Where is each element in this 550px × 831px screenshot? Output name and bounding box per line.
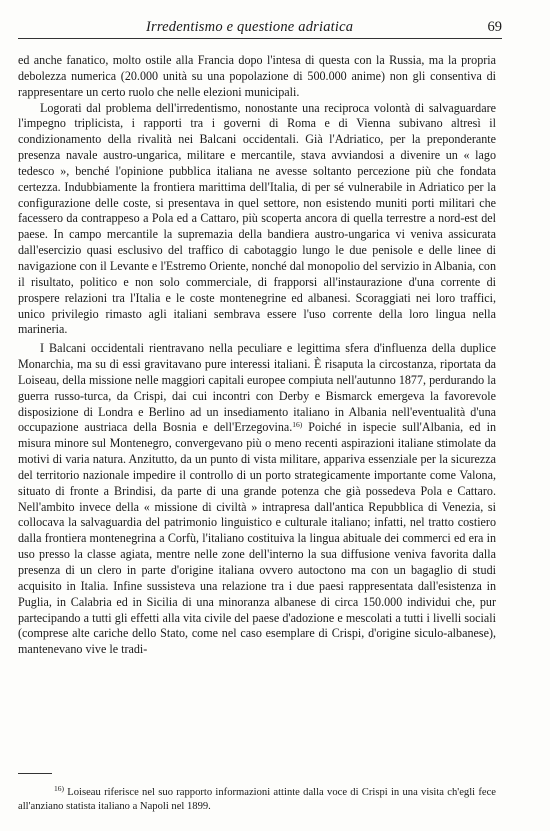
footnote (18, 786, 496, 813)
footnote-divider (18, 773, 52, 774)
paragraph-balcani (18, 341, 496, 658)
paragraph-continuation: ed anche fanatico, molto ostile alla Francia dopo l'intesa di questa con la Russia, ma la propria debolezza numerica (20.000 unità su una popolazione di 500.000 anime) non gli consentiva di rappresentare un certo ruolo che nelle elezioni municipali. (18, 53, 496, 99)
footnote-marker: 16) (54, 784, 64, 793)
footnote-reference: 16) (292, 420, 303, 430)
paragraph-irredentismo: Logorati dal problema dell'irredentismo, nonostante una reciproca volontà di salvaguardare l'impegno triplicista, i rapporti tra i governi di Roma e di Vienna subivano altresì il condizionamento della rivalità nei Balcani occidentali. Già l'Adriatico, per la preponderante presenza navale austro-ungarica, militare e mercantile, stava avviandosi a divenire un « lago tedesco », benché l'opinione pubblica italiana ne avesse soltanto percezione più che fondata certezza. Indubbiamente la frontiera marittima dell'Italia, di per sé vulnerabile in Adriatico per la configurazione delle coste, si presentava in quel settore, non esistendo muniti porti militari che facessero da contrappeso a Pola ed a Cattaro, più scoperta ancora di quella terrestre a nord-est del paese. In campo mercantile la supremazia della bandiera austro-ungarica vi veniva assicurata dall'esercizio quasi esclusivo del traffico di cabotaggio lungo le due penisole e delle linee di navigazione con il Levante e l'Estremo Oriente, nonché dal monopolio del servizio in Albania, con il risultato, politico e non solo commerciale, di frapporsi all'instaurazione d'una corrente di prospere relazioni tra l'Italia e le coste montenegrine ed albanesi. Scoraggiati nei loro traffici, unico privilegio rimasto agli italiani sembrava essere l'uso corrente della loro lingua nella marineria. (18, 100, 496, 337)
body-text (18, 53, 496, 658)
paragraph-balcani-text-a: I Balcani occidentali rientravano nella peculiare e legittima sfera d'influenza della duplice Monarchia, ma su di essi gravitavano pure interessi italiani. È risaputa la circostanza, riportata da Loiseau, della missione nelle maggiori capitali europee compiuta nell'autunno 1877, perdurando la guerra russo-turca, da Crispi, dai cui incontri con Derby e Bismarck emergeva la favorevole disposizione di Londra e Berlino ad un insediamento italiano in Albania nell'eventualità d'una occupazione austriaca della Bosnia e dell'Erzegovina. (18, 341, 496, 435)
footnote-text: Loiseau riferisce nel suo rapporto informazioni attinte dalla voce di Crispi in una visita ch'egli fece all'anziano statista italiano a Napoli nel 1899. (18, 787, 496, 812)
running-header (18, 18, 502, 39)
running-title: Irredentismo e questione adriatica (146, 19, 354, 35)
page-number: 69 (487, 19, 502, 35)
paragraph-balcani-text-b: Poiché in ispecie sull'Albania, ed in misura minore sul Montenegro, convergevano più o meno recenti aspirazioni italiane stimolate da motivi di varia natura. Anzitutto, da un punto di vista militare, appariva essenziale per la sicurezza del territorio nazionale impedire il controllo di un porto strategicamente importante come Valona, situato di fronte a Brindisi, da parte di una grande potenza che già possedeva Pola e Cattaro. Nell'ambito invece della « missione di civiltà » intrapresa dall'antica Repubblica di Venezia, si collocava la salvaguardia del patrimonio linguistico e culturale italiano; infatti, nel tratto costiero dalla frontiera montenegrina a Corfù, l'italiano costituiva la lingua abituale dei commerci ed era in uso presso la classe agiata, mentre nelle zone dell'interno la sua diffusione veniva favorita dalla presenza di un clero in parte d'origine italiana ovvero autoctono ma con un bagaglio di studi acquisito in Italia. Infine sussisteva una relazione tra i due paesi rappresentata dall'esistenza in Puglia, in Calabria ed in Sicilia di una minoranza albanese di circa 150.000 individui che, pur partecipando a tutti gli effetti alla vita civile del paese d'adozione e mescolati a tutti i livelli sociali (comprese alte cariche dello Stato, come nel caso esemplare di Crispi, d'origine siculo-albanese), mantenevano vive le tradi- (18, 420, 496, 657)
